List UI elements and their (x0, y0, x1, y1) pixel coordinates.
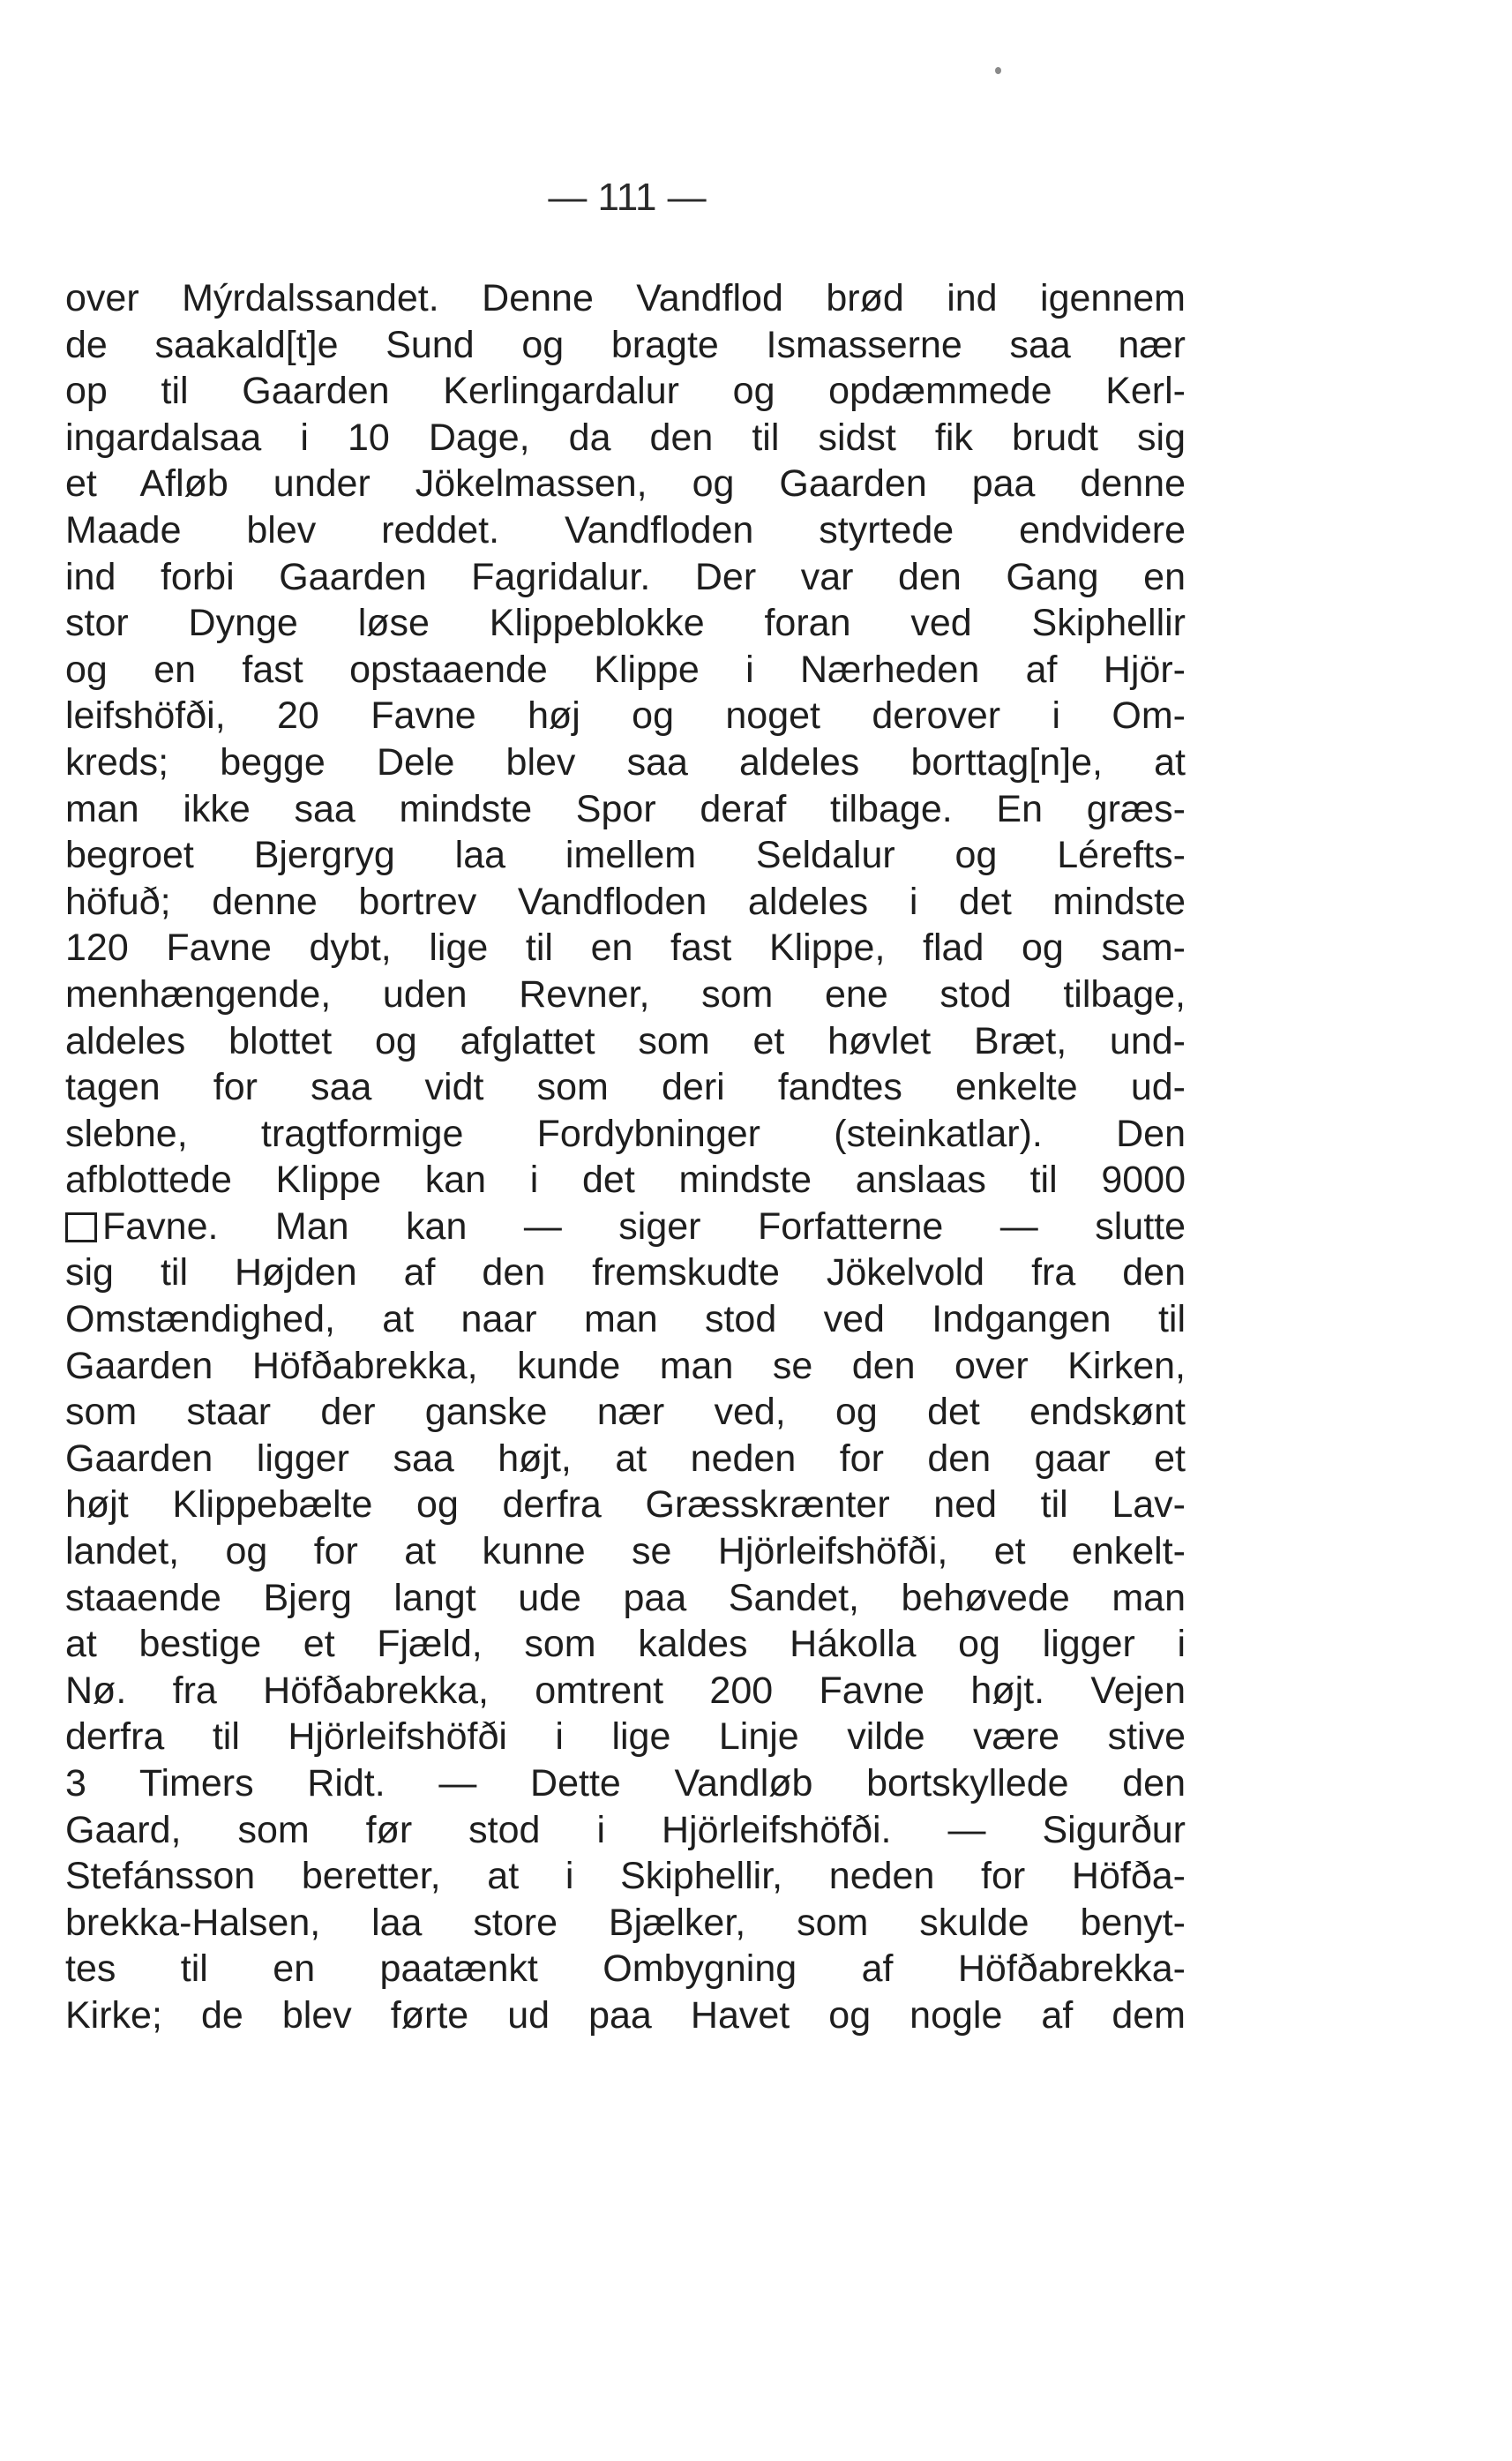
text-line: stor Dynge løse Klippeblokke foran ved Skiphellir (65, 602, 1186, 645)
text-line: Gaarden Höfðabrekka, kunde man se den over Kirken, (65, 1344, 1186, 1387)
body-text (65, 275, 1186, 2039)
text-line: Stefánsson beretter, at i Skiphellir, neden for Höfða- (65, 1855, 1186, 1898)
text-line: man ikke saa mindste Spor deraf tilbage. En græs- (65, 787, 1186, 830)
text-line: menhængende, uden Revner, som ene stod tilbage, (65, 972, 1186, 1016)
text-line: sig til Højden af den fremskudte Jökelvold fra den (65, 1251, 1186, 1294)
text-line: Nø. fra Höfðabrekka, omtrent 200 Favne højt. Vejen (65, 1669, 1186, 1712)
text-line: som staar der ganske nær ved, og det endskønt (65, 1391, 1186, 1434)
ink-speck (995, 67, 1001, 74)
text-line: tagen for saa vidt som deri fandtes enkelte ud- (65, 1066, 1186, 1109)
text-line: Gaard, som før stod i Hjörleifshöfði. — Sigurður (65, 1808, 1186, 1851)
text-line: de saakald[t]e Sund og bragte Ismasserne saa nær (65, 323, 1186, 366)
text-line: at bestige et Fjæld, som kaldes Hákolla og ligger i (65, 1623, 1186, 1666)
text-line-rest: Favne. Man kan — siger Forfatterne — slutte (102, 1204, 1186, 1248)
text-line: kreds; begge Dele blev saa aldeles borttag[n]e, at (65, 740, 1186, 784)
text-line: aldeles blottet og afglattet som et høvlet Bræt, und- (65, 1019, 1186, 1062)
text-line: leifshöfði, 20 Favne høj og noget derover i Om- (65, 694, 1186, 738)
text-line: begroet Bjergryg laa imellem Seldalur og Lérefts- (65, 834, 1186, 877)
text-line: derfra til Hjörleifshöfði i lige Linje vilde være stive (65, 1715, 1186, 1759)
text-line: afblottede Klippe kan i det mindste anslaas til 9000 (65, 1159, 1186, 1202)
text-line: 3 Timers Ridt. — Dette Vandløb bortskyllede den (65, 1762, 1186, 1804)
page-number: — 111 — (548, 176, 707, 219)
text-line: ingardalsaa i 10 Dage, da den til sidst fik brudt sig (65, 416, 1186, 459)
text-line: højt Klippebælte og derfra Græsskrænter ned til Lav- (65, 1483, 1186, 1527)
text-line: brekka-Halsen, laa store Bjælker, som skulde benyt- (65, 1901, 1186, 1944)
text-line: landet, og for at kunne se Hjörleifshöfði, et enkelt- (65, 1530, 1186, 1573)
square-unit-icon (65, 1212, 97, 1242)
text-line: Maade blev reddet. Vandfloden styrtede endvidere (65, 508, 1186, 551)
text-line: staaende Bjerg langt ude paa Sandet, behøvede man (65, 1576, 1186, 1619)
text-line: og en fast opstaaende Klippe i Nærheden af Hjör- (65, 648, 1186, 691)
text-line: slebne, tragtformige Fordybninger (steinkatlar). Den (65, 1112, 1186, 1155)
text-line: 120 Favne dybt, lige til en fast Klippe, flad og sam- (65, 927, 1186, 970)
text-line: tes til en paatænkt Ombygning af Höfðabrekka- (65, 1947, 1186, 1991)
text-line: op til Gaarden Kerlingardalur og opdæmmede Kerl- (65, 370, 1186, 413)
text-line: Kirke; de blev førte ud paa Havet og nogle af dem (65, 1993, 1186, 2037)
text-line: ind forbi Gaarden Fagridalur. Der var den Gang en (65, 555, 1186, 598)
text-line: over Mýrdalssandet. Denne Vandflod brød ind igennem (65, 277, 1186, 319)
text-line-square (65, 1204, 1186, 1250)
text-line: et Afløb under Jökelmassen, og Gaarden paa denne (65, 462, 1186, 506)
text-line: höfuð; denne bortrev Vandfloden aldeles i det mindste (65, 880, 1186, 923)
text-line: Gaarden ligger saa højt, at neden for den gaar et (65, 1437, 1186, 1480)
text-line: Omstændighed, at naar man stod ved Indgangen til (65, 1298, 1186, 1341)
